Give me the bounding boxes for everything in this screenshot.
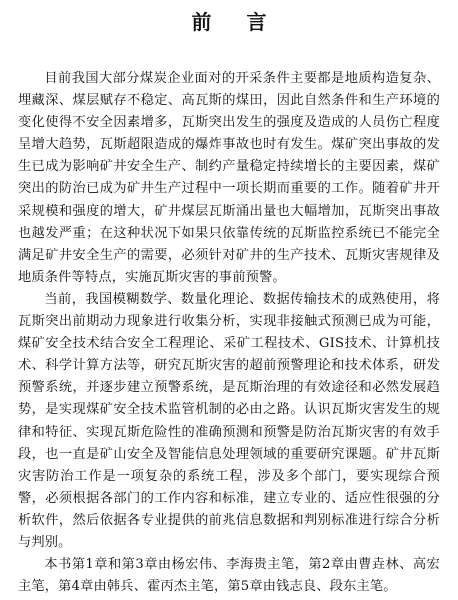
paragraph-2: 当前，我国模糊数学、数量化理论、数据传输技术的成熟使用，将瓦斯突出前期动力现象进行收集分析，实现非接触式预测已成为可能，煤矿安全技术结合安全工程理论、采矿工程技术、GIS技术、计算机技术、科学计算方法等，研究瓦斯灾害的超前预警理论和技术体系，研发预警系统，并逐步建立预警系统，是瓦斯治理的有效途径和必然发展趋势，是实现煤矿安全技术监管机制的必由之路。认识瓦斯灾害发生的规律和特征、实现瓦斯危险性的准确预测和预警是防治瓦斯灾害的有效手段，也一直是矿山安全及智能信息处理领域的重要研究课题。矿井瓦斯灾害防治工作是一项复杂的系统工程，涉及多个部门，要实现综合预警，必须根据各部门的工作内容和标准，建立专业的、适应性很强的分析软件，然后依据各专业提供的前兆信息数据和判别标准进行综合分析与判别。 [18,291,440,550]
paragraph-3: 本书第1章和第3章由杨宏伟、李海贵主笔，第2章由曹垚林、高宏主笔，第4章由韩兵、霍丙杰主笔，第5章由钱志良、段东主笔。 [18,557,440,595]
paragraph-1: 目前我国大部分煤炭企业面对的开采条件主要都是地质构造复杂、埋藏深、煤层赋存不稳定、高瓦斯的煤田，因此自然条件和生产环境的变化使得不安全因素增多，瓦斯突出发生的强度及造成的人员伤亡程度呈增大趋势，瓦斯超限造成的爆炸事故也时有发生。煤矿突出事故的发生已成为影响矿井安全生产、制约产量稳定持续增长的主要因素，煤矿突出的防治已成为矿井生产过程中一项长期而重要的工作。随着矿井开采规模和强度的增大，矿井煤层瓦斯涌出量也大幅增加，瓦斯突出事故也越发严重；在这种状况下如果只依靠传统的瓦斯监控系统已不能完全满足矿井安全生产的需要，必须针对矿井的生产技术、瓦斯灾害规律及地质条件等特点，实施瓦斯灾害的事前预警。 [18,71,440,285]
page-title: 前 言 [191,10,281,34]
